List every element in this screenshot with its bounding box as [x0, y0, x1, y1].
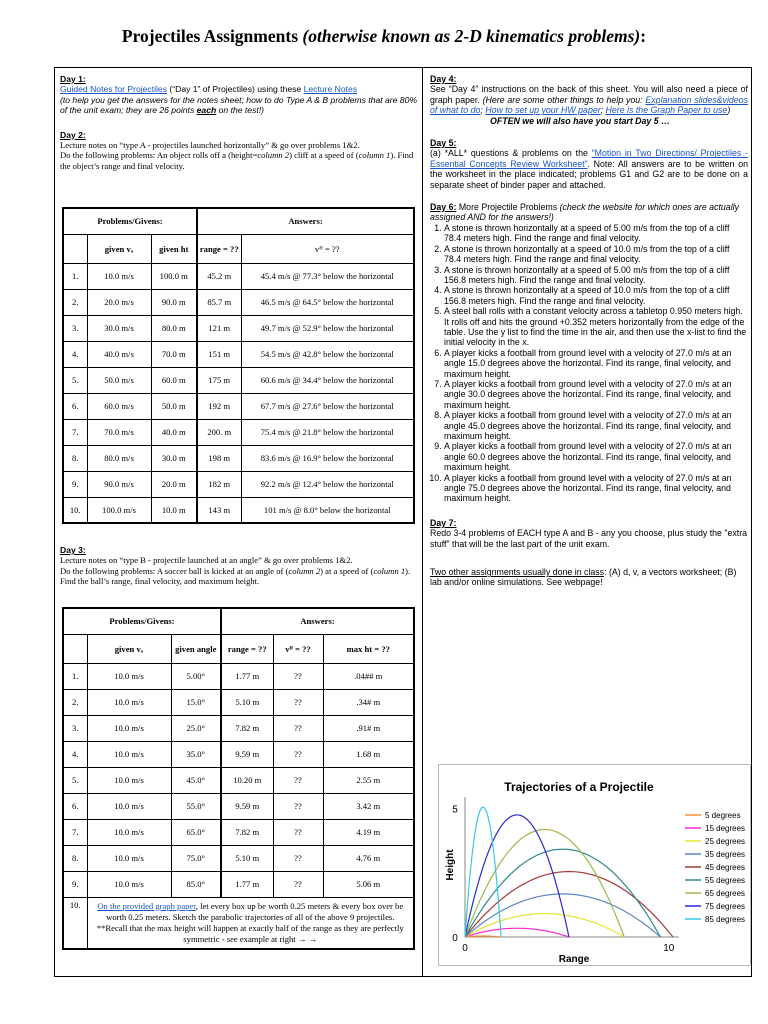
table-cell: 1. [63, 263, 87, 289]
table-row [63, 715, 414, 741]
day1-heading: Day 1: [60, 74, 86, 84]
table-cell: .04## m [323, 663, 414, 689]
table-cell: 50.0 m [151, 393, 197, 419]
y-axis-label: Height [445, 849, 456, 881]
list-item: 7. A player kicks a football from ground level with a velocity of 27.0 m/s at an angle 30.0 degrees above the horizontal. Find its range, final velocity, and maximum height. [444, 379, 748, 410]
table-cell: 70.0 m [151, 341, 197, 367]
table-cell: 5.10 m [221, 845, 273, 871]
table-cell: 2.55 m [323, 767, 414, 793]
table-cell: 50.0 m/s [87, 367, 151, 393]
table-row [63, 367, 414, 393]
table-cell: 6. [63, 393, 87, 419]
table-cell: ?? [273, 689, 323, 715]
table-cell: 198 m [197, 445, 241, 471]
list-item: 6. A player kicks a football from ground level with a velocity of 27.0 m/s at an angle 15.0 degrees above the horizontal. Find its range, final velocity, and maximum height. [444, 348, 748, 379]
table-cell: ?? [273, 819, 323, 845]
day6-problem-list [444, 223, 748, 504]
table-cell: 4.76 m [323, 845, 414, 871]
table-cell: ?? [273, 715, 323, 741]
y-tick-label: 5 [452, 804, 458, 816]
legend-entry: 65 degrees [705, 889, 746, 898]
table-cell: 60.0 m [151, 367, 197, 393]
table-cell: 9. [63, 471, 87, 497]
table-cell: 80.0 m [151, 315, 197, 341]
day5-heading: Day 5: [430, 138, 457, 149]
table-cell: 10.0 m/s [87, 845, 171, 871]
lecture-notes-link[interactable]: Lecture Notes [303, 84, 358, 95]
type-a-problems-table: Problems/Givens: Answers: given vₒ given ht range = ?? vᶠᶠ = ?? 1. 10.0 m/s 100.0 m 45.2 m 45.4 m/s @ 77.3° below the horizontal 2. 20.0 m/s 90.0 m 85.7 m 46.5 m/s @ 64.5° below the horizontal 3. 30.0 m/s 80.0 m 121 m 49.7 m/s @ 52.9° below the horizontal 4. 40.0 m/s 70.0 m 151 m 54.5 m/s @ 42.8° below the horizontal 5. 50.0 m/s 60.0 m 175 m 60.6 m/s @ 34.4° below the horizontal 6. 60.0 m/s 50.0 m 192 m 67.7 m/s @ 27.6° below the horizontal 7. 70.0 m/s 40.0 m 200. m 75.4 m/s @ 21.8° below the horizontal 8. 80.0 m/s 30.0 m 198 m 83.6 m/s @ 16.9° below the horizontal 9. 90.0 m/s 20.0 m 182 m 92.2 m/s @ 12.4° below the horizontal 10. 100.0 m/s 10.0 m 143 m 101 m/s @ 8.0° below the horizontal [62, 207, 415, 524]
table-cell: 143 m [197, 497, 241, 523]
legend-entry: 35 degrees [705, 850, 746, 859]
table-cell: 9.59 m [221, 793, 273, 819]
table-row [63, 741, 414, 767]
table-cell: 7. [63, 819, 87, 845]
list-item: 5. A steel ball rolls with a constant velocity across a tabletop 0.950 meters high. It rolls off and hits the ground +0.352 meters horizontally from the edge of the table. Use the y list to find the time in the air, and then use the x-list to find the initial velocity in the x. [444, 306, 748, 348]
review-worksheet-link[interactable]: “Motion in Two Directions/ Projectiles - Essential Concepts Review Worksheet” [430, 148, 749, 169]
table-cell: 9. [63, 871, 87, 897]
other-assignments: Two other assignments usually done in class: (A) d, v, a vectors worksheet; (B) lab and/or online simulations. See webpage! [430, 567, 737, 588]
table-row [63, 289, 414, 315]
table-cell: 10.0 m/s [87, 741, 171, 767]
table-cell: 101 m/s @ 8.0° below the horizontal [241, 497, 414, 523]
legend-entry: 55 degrees [705, 876, 746, 885]
graph-paper-link[interactable]: Here is the Graph Paper to use [605, 105, 728, 116]
table-cell: 20.0 m/s [87, 289, 151, 315]
table-cell: 10.0 m/s [87, 263, 151, 289]
graph-paper-link[interactable]: On the provided graph paper [97, 900, 196, 911]
table-cell: 80.0 m/s [87, 445, 151, 471]
table-row [63, 871, 414, 897]
table-cell: 45.0° [171, 767, 221, 793]
table-row [63, 793, 414, 819]
table-row [63, 819, 414, 845]
x-tick-label: 0 [462, 943, 468, 954]
table-cell: 121 m [197, 315, 241, 341]
day5-section: Day 5: (a) *ALL* questions & problems on the “Motion in Two Directions/ Projectiles - Essential Concepts Review Worksheet”. Note: All answers are to be written on the worksheet in the place indicated; problems G1 and G2 are to be done on a separate sheet of binder paper and attached. [430, 138, 749, 190]
legend-entry: 85 degrees [705, 915, 746, 924]
trajectory-85-degrees [465, 807, 501, 937]
table-cell: 3.42 m [323, 793, 414, 819]
x-tick-label: 10 [663, 943, 675, 954]
table-cell: .34# m [323, 689, 414, 715]
table-cell: 182 m [197, 471, 241, 497]
trajectory-chart [438, 764, 751, 966]
legend-entry: 5 degrees [705, 811, 741, 820]
table-cell: 67.7 m/s @ 27.6° below the horizontal [241, 393, 414, 419]
table-row: 10. On the provided graph paper, let every box up be worth 0.25 meters & every box over be worth 0.25 meters. Sketch the parabolic trajectories of all of the above 9 projectiles. **Recall that the max height will happen at exactly half of the range as they are perfectly symmetric - see example at right → → [63, 897, 414, 949]
legend-entry: 25 degrees [705, 837, 746, 846]
table-row [63, 663, 414, 689]
table-cell: 2. [63, 289, 87, 315]
table-cell: 5.00° [171, 663, 221, 689]
right-column [430, 74, 748, 588]
table-cell: 55.0° [171, 793, 221, 819]
table-cell: 200. m [197, 419, 241, 445]
table-cell: 4. [63, 341, 87, 367]
table-cell: 175 m [197, 367, 241, 393]
table-row [63, 471, 414, 497]
table-cell: 10. [63, 497, 87, 523]
type-b-problems-table: Problems/Givens: Answers: given vₒ given angle range = ?? vᶠᶠ = ?? max ht = ?? 1. 10.0 m/s 5.00° 1.77 m ?? .04## m 2. 10.0 m/s 15.0° 5.10 m ?? .34# m 3. 10.0 m/s 25.0° 7.82 m ?? .91# m 4. 10.0 m/s 35.0° 9.59 m ?? 1.68 m 5. 10.0 m/s 45.0° 10.20 m ?? 2.55 m 6. 10.0 m/s 55.0° 9.59 m ?? 3.42 m 7. 10.0 m/s 65.0° 7.82 m ?? 4.19 m 8. 10.0 m/s 75.0° 5.10 m ?? 4.76 m 9. 10.0 m/s 85.0° 1.77 m ?? 5.06 m 10. On the provided graph paper, let every box up be worth 0.25 meters & every box over be worth 0.25 meters. Sketch the parabolic trajectories of all of the above 9 projectiles. **Recall that the max height will happen at exactly half of the range as they are perfectly symmetric - see example at right → → [62, 607, 415, 950]
table-cell: 7.82 m [221, 819, 273, 845]
table-cell: 45.2 m [197, 263, 241, 289]
column-divider [422, 67, 423, 977]
day7-section: Day 7: Redo 3-4 problems of EACH type A and B - any you choose, plus study the "extra stuff" that will be the last part of the unit exam. [430, 517, 748, 549]
hw-paper-setup-link[interactable]: How to set up your HW paper [485, 105, 601, 116]
table-cell: 100.0 m [151, 263, 197, 289]
table-cell: 1.77 m [221, 663, 273, 689]
table-cell: 85.0° [171, 871, 221, 897]
table-cell: 1. [63, 663, 87, 689]
explanation-slides-link[interactable]: Explanation slides&videos of what to do [430, 94, 748, 116]
table-cell: 49.7 m/s @ 52.9° below the horizontal [241, 315, 414, 341]
table-cell: 45.4 m/s @ 77.3° below the horizontal [241, 263, 414, 289]
table-cell: 25.0° [171, 715, 221, 741]
list-item: 4. A stone is thrown horizontally at a speed of 10.0 m/s from the top of a cliff 156.8 meters high. Find the range and final velocity. [444, 285, 748, 306]
day1-section: Day 1: Guided Notes for Projectiles (“Day 1” of Projectiles) using these Lecture Notes (to help you get the answers for the notes sheet; how to do Type A & B problems that are 80% of the unit exam; they are 26 points each on the test!) [60, 74, 418, 116]
table-row [63, 445, 414, 471]
table-cell: 10.0 m/s [87, 663, 171, 689]
table-cell: 8. [63, 445, 87, 471]
day6-section: Day 6: More Projectile Problems (check the website for which ones are actually assigned AND for the answers!) 1. A stone is thrown horizontally at a speed of 5.00 m/s from the top of a cliff 78.4 meters high. Find the range and final velocity. 2. A stone is thrown horizontally at a speed of 10.0 m/s from the top of a cliff 78.4 meters high. Find the range and final velocity. 3. A stone is thrown horizontally at a speed of 5.00 m/s from the top of a cliff 156.8 meters high. Find the range and final velocity. 4. A stone is thrown horizontally at a speed of 10.0 m/s from the top of a cliff 156.8 meters high. Find the range and final velocity. 5. A steel ball rolls with a constant velocity across a tabletop 0.950 meters high. It rolls off and hits the ground +0.352 meters horizontally from the edge of the table. Use the y list to find the time in the air, and then use the x-list to find the initial velocity in the x. 6. A player kicks a football from ground level with a velocity of 27.0 m/s at an angle 15.0 degrees above the horizontal. Find its range, final velocity, and maximum height. 7. A player kicks a football from ground level with a velocity of 27.0 m/s at an angle 30.0 degrees above the horizontal. Find its range, final velocity, and maximum height. 8. A player kicks a football from ground level with a velocity of 27.0 m/s at an angle 45.0 degrees above the horizontal. Find its range, final velocity, and maximum height. 9. A player kicks a football from ground level with a velocity of 27.0 m/s at an angle 60.0 degrees above the horizontal. Find its range, final velocity, and maximum height. 10. A player kicks a football from ground level with a velocity of 27.0 m/s at an angle 75.0 degrees above the horizontal. Find its range, final velocity, and maximum height. [430, 202, 748, 504]
list-item: 2. A stone is thrown horizontally at a speed of 10.0 m/s from the top of a cliff 78.4 meters high. Find the range and final velocity. [444, 244, 748, 265]
list-item: 8. A player kicks a football from ground level with a velocity of 27.0 m/s at an angle 45.0 degrees above the horizontal. Find its range, final velocity, and maximum height. [444, 410, 748, 441]
table-cell: 83.6 m/s @ 16.9° below the horizontal [241, 445, 414, 471]
table-cell: 40.0 m [151, 419, 197, 445]
legend-entry: 45 degrees [705, 863, 746, 872]
table-cell: 90.0 m/s [87, 471, 151, 497]
table-cell: 30.0 m [151, 445, 197, 471]
table-cell: 100.0 m/s [87, 497, 151, 523]
trajectory-25-degrees [465, 914, 624, 937]
table-cell: 10.0 m/s [87, 767, 171, 793]
table-cell: 10.0 m/s [87, 819, 171, 845]
table-cell: 2. [63, 689, 87, 715]
table-cell: .91# m [323, 715, 414, 741]
y-tick-label: 0 [452, 933, 458, 944]
table-row [63, 497, 414, 523]
table-cell: 40.0 m/s [87, 341, 151, 367]
day6-heading: Day 6: [430, 202, 457, 213]
day7-heading: Day 7: [430, 517, 457, 528]
answers-header: Answers: [221, 608, 414, 634]
list-item: 1. A stone is thrown horizontally at a speed of 5.00 m/s from the top of a cliff 78.4 meters high. Find the range and final velocity. [444, 223, 748, 244]
day4-heading: Day 4: [430, 74, 457, 84]
table-cell: 7. [63, 419, 87, 445]
table-cell: 70.0 m/s [87, 419, 151, 445]
table-cell: 54.5 m/s @ 42.8° below the horizontal [241, 341, 414, 367]
table-cell: 5.06 m [323, 871, 414, 897]
table-row [63, 341, 414, 367]
table-cell: 90.0 m [151, 289, 197, 315]
table-cell: 4. [63, 741, 87, 767]
table-cell: 192 m [197, 393, 241, 419]
table-row [63, 315, 414, 341]
table-cell: 35.0° [171, 741, 221, 767]
list-item: 3. A stone is thrown horizontally at a speed of 5.00 m/s from the top of a cliff 156.8 meters high. Find the range and final velocity. [444, 265, 748, 286]
table-cell: 9.59 m [221, 741, 273, 767]
table-cell: 60.0 m/s [87, 393, 151, 419]
table-row [63, 845, 414, 871]
day3-heading: Day 3: [60, 545, 86, 555]
table-cell: ?? [273, 845, 323, 871]
table-cell: 85.7 m [197, 289, 241, 315]
legend-entry: 15 degrees [705, 824, 746, 833]
x-axis-label: Range [558, 954, 590, 965]
table-cell: 30.0 m/s [87, 315, 151, 341]
table-cell: ?? [273, 767, 323, 793]
chart-title: Trajectories of a Projectile [504, 780, 654, 794]
day3-section: Day 3: Lecture notes on “type B - projectile launched at an angle” & go over problems 1&2. Do the following problems: A soccer ball is kicked at an angle of (column 2) at a speed of (column 1). Find the ball’s range, final velocity, and maximum height. [60, 545, 411, 587]
table-cell: 10.0 m/s [87, 871, 171, 897]
table-cell: ?? [273, 871, 323, 897]
table-cell: 10.0 m [151, 497, 197, 523]
table-cell: 15.0° [171, 689, 221, 715]
table-cell: 75.0° [171, 845, 221, 871]
table-cell: 92.2 m/s @ 12.4° below the horizontal [241, 471, 414, 497]
table-cell: 7.82 m [221, 715, 273, 741]
table-cell: 1.68 m [323, 741, 414, 767]
table-cell: 75.4 m/s @ 21.8° below the horizontal [241, 419, 414, 445]
table-cell: 1.77 m [221, 871, 273, 897]
day4-section: Day 4: See “Day 4” instructions on the back of this sheet. You will also need a piece of graph paper. (Here are some other things to help you: Explanation slides&videos of what to do; How to set up your HW paper; Here is the Graph Paper to use) OFTEN we will also have you start Day 5 … [430, 74, 748, 126]
answers-header: Answers: [197, 208, 414, 234]
table-cell: 10.20 m [221, 767, 273, 793]
trajectory-65-degrees [465, 830, 624, 938]
table-cell: 3. [63, 715, 87, 741]
day2-section: Day 2: Lecture notes on “type A - projectiles launched horizontally” & go over problems 1&2. Do the following problems: An object rolls off a (height=column 2) cliff at a speed of (column 1). Find the object’s range and final velocity. [60, 129, 414, 171]
table-cell: 4.19 m [323, 819, 414, 845]
table-cell: 151 m [197, 341, 241, 367]
table-row [63, 263, 414, 289]
list-item: 9. A player kicks a football from ground level with a velocity of 27.0 m/s at an angle 60.0 degrees above the horizontal. Find its range, final velocity, and maximum height. [444, 441, 748, 472]
table-cell: 65.0° [171, 819, 221, 845]
table-cell: 60.6 m/s @ 34.4° below the horizontal [241, 367, 414, 393]
table-cell: 5. [63, 767, 87, 793]
left-column [60, 74, 418, 171]
table-cell: 5.10 m [221, 689, 273, 715]
list-item: 10. A player kicks a football from ground level with a velocity of 27.0 m/s at an angle 75.0 degrees above the horizontal. Find its range, final velocity, and maximum height. [444, 473, 748, 504]
page-title: Projectiles Assignments (otherwise known as 2-D kinematics problems): [121, 26, 647, 46]
table-cell: ?? [273, 663, 323, 689]
table-cell: 10.0 m/s [87, 715, 171, 741]
table-cell: ?? [273, 741, 323, 767]
givens-header: Problems/Givens: [63, 208, 197, 234]
legend-entry: 75 degrees [705, 902, 746, 911]
table-cell: 10.0 m/s [87, 793, 171, 819]
table-cell: 10.0 m/s [87, 689, 171, 715]
table-cell: 6. [63, 793, 87, 819]
table-cell: 5. [63, 367, 87, 393]
table-row [63, 689, 414, 715]
table-row [63, 419, 414, 445]
table-cell: 3. [63, 315, 87, 341]
givens-header: Problems/Givens: [63, 608, 221, 634]
table-row [63, 393, 414, 419]
day2-heading: Day 2: [60, 129, 86, 140]
table-cell: 46.5 m/s @ 64.5° below the horizontal [241, 289, 414, 315]
guided-notes-link[interactable]: Guided Notes for Projectiles [60, 84, 167, 95]
table-cell: 20.0 m [151, 471, 197, 497]
table-row [63, 767, 414, 793]
trajectory-chart-svg [439, 765, 752, 967]
table-cell: 8. [63, 845, 87, 871]
table-cell: ?? [273, 793, 323, 819]
